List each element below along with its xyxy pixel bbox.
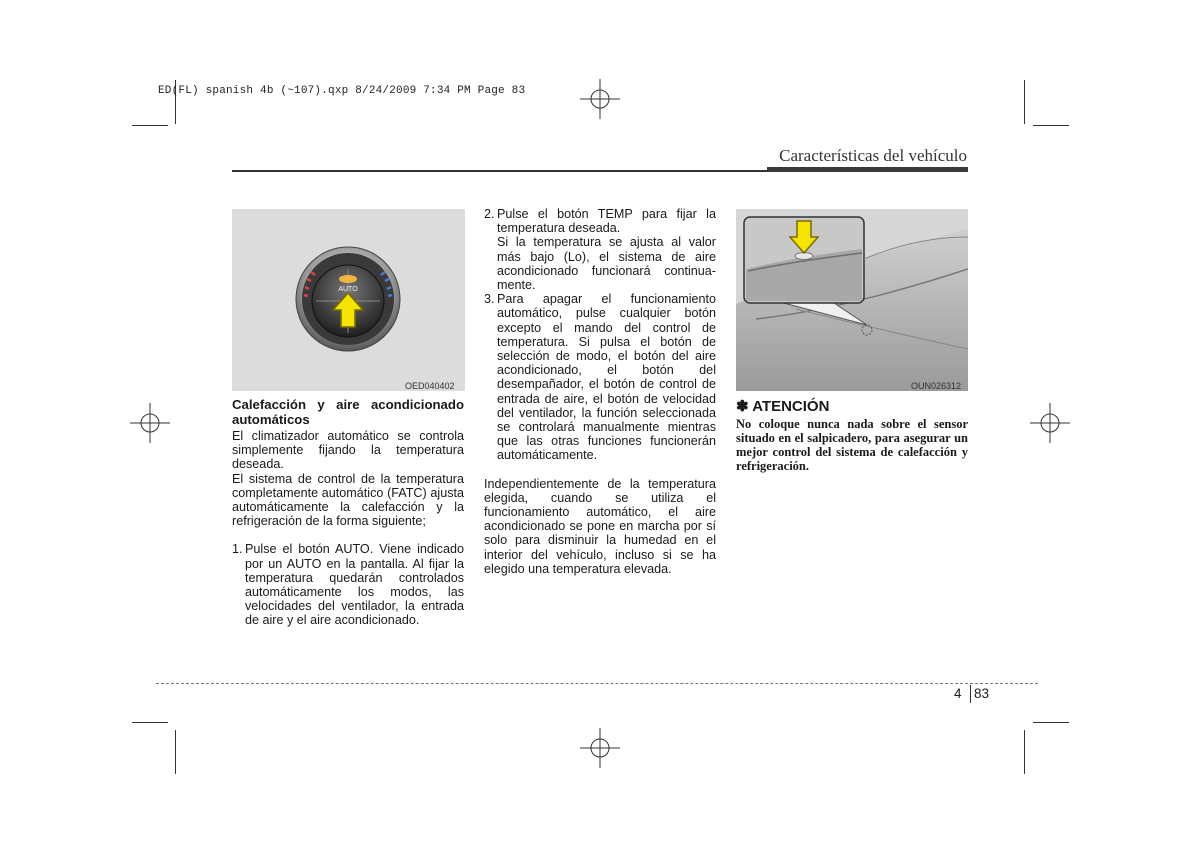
page-number-value: 83 [974,686,990,701]
auto-label: AUTO [338,286,358,293]
list-number: 1. [232,542,243,557]
registration-mark-icon [130,403,170,443]
paragraph: Independientemente de la temperatura elegida, cuando se utiliza el funcionamiento automático, el aire acondicionado se pone en marcha por sí solo para disminuir la humedad en el interior del vehículo, incluso si se ha elegido una temperatura elevada. [484,476,716,576]
crop-mark [1024,730,1025,774]
crop-mark [175,730,176,774]
list-number: 2. [484,207,495,221]
page-number [954,686,962,701]
footer-rule [156,683,1038,684]
crop-mark [1033,125,1069,126]
registration-mark-icon [580,79,620,119]
section-heading: Calefacción y aire acondicionado automáticos [232,397,464,427]
list-text: Pulse el botón AUTO. Viene indicado por un AUTO en la pantalla. Al fijar la temperatura quedarán controlados automáticamente los modos, las velocidades del ventilador, la entrada de aire y el aire acondicionado. [245,542,464,628]
print-slug: ED(FL) spanish 4b (~107).qxp 8/24/2009 7:34 PM Page 83 [158,85,526,97]
list-number: 3. [484,292,495,307]
figure-code: OED040402 [405,381,455,391]
warning-title [736,397,968,415]
list-text: Pulse el botón TEMP para fijar la temperatura deseada. [497,207,716,236]
chapter-number: 4 [954,686,962,701]
registration-mark-icon [580,728,620,768]
registration-mark-icon [1030,403,1070,443]
header-rule-accent [767,167,968,172]
dashboard-sensor-illustration [736,209,968,391]
page-number-separator [970,685,971,703]
asterisk-icon: ✽ [736,398,749,415]
crop-mark [132,722,168,723]
chapter-title: Características del vehículo [779,146,967,165]
crop-mark [1024,80,1025,124]
header-rule [232,170,767,172]
warning-box [736,397,968,473]
crop-mark [132,125,168,126]
list-item [232,542,464,627]
warning-text: No coloque nunca nada sobre el sensor situado en el salpicadero, para asegurar un mejor control del sistema de calefacción y refrigeración. [736,417,968,473]
auto-knob-figure [232,209,465,391]
list-item [484,207,716,235]
page-number [974,686,989,701]
figure-code: OUN026312 [911,381,962,391]
paragraph: El climatizador automático se controla simplemente fijando la temperatura deseada. [232,429,464,472]
sensor-figure [736,209,968,391]
middle-column [484,207,716,576]
auto-knob-illustration [232,209,465,391]
crop-mark [1033,722,1069,723]
left-column [232,397,464,628]
warning-title-text: ATENCIÓN [752,398,830,415]
list-item [484,292,716,462]
list-text: Para apagar el funcionamiento automático, pulse cualquier botón excepto el mando del control de temperatura. Si pulsa el botón de selección de modo, el botón del aire acondicionado, el botón del desempañador, el botón de control de entrada de aire, el botón de velocidad del ventilador, la función seleccionada se controlará manualmente mientras que las otras funciones funcionerán automáticamente. [497,292,716,463]
list-subparagraph: Si la temperatura se ajusta al valor más bajo (Lo), el sistema de aire acondicionado funcionará continua-mente. [497,235,716,293]
paragraph: El sistema de control de la temperatura completamente automático (FATC) ajusta automáticamente la calefacción y la refrigeración de la forma siguiente; [232,471,464,529]
